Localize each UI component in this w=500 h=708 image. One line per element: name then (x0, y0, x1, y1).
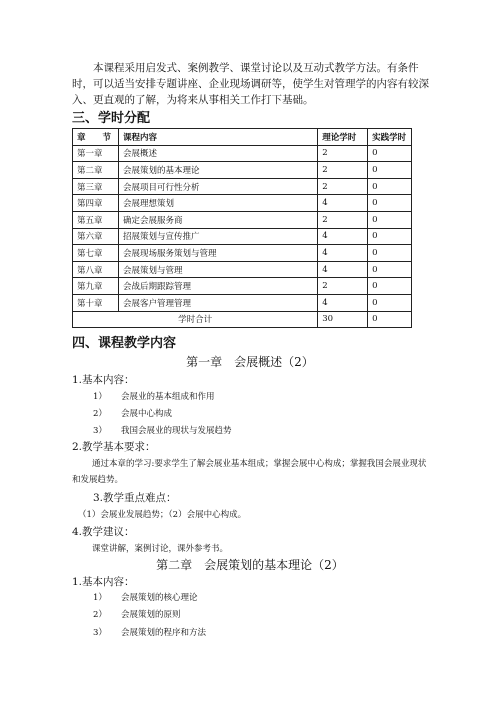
item-number: 2） (93, 610, 107, 620)
cell-chapter: 第七章 (73, 245, 119, 262)
table-row (73, 245, 412, 262)
cell-chapter: 第四章 (73, 195, 119, 212)
cell-practice: 0 (368, 228, 412, 245)
table-row (73, 261, 412, 278)
cell-practice: 0 (368, 261, 412, 278)
cell-content: 确定会展服务商 (118, 211, 317, 228)
table-row (73, 162, 412, 179)
cell-practice: 0 (368, 195, 412, 212)
cell-theory: 4 (318, 261, 368, 278)
ch2-basic-label: 1.基本内容： (72, 576, 135, 588)
item-number: 3） (93, 628, 107, 638)
cell-practice: 0 (368, 145, 412, 162)
cell-practice: 0 (368, 162, 412, 179)
cell-chapter: 第五章 (73, 211, 119, 228)
chapter-2-title: 第二章 会展策划的基本理论（2） (156, 558, 344, 572)
cell-content: 会展项目可行性分析 (118, 178, 317, 195)
cell-theory: 4 (318, 294, 368, 311)
cell-theory: 2 (318, 278, 368, 295)
header-theory-hours: 理论学时 (318, 129, 368, 146)
item-text: 我国会展业的现状与发展趋势 (121, 426, 232, 436)
cell-content: 会战后期跟踪管理 (118, 278, 317, 295)
header-practice-hours: 实践学时 (368, 129, 412, 146)
cell-practice: 0 (368, 178, 412, 195)
table-row (73, 294, 412, 311)
total-label: 学时合计 (73, 311, 318, 328)
table-row (73, 211, 412, 228)
total-practice: 0 (368, 311, 412, 328)
hours-table (72, 128, 412, 328)
table-header-row (73, 129, 412, 146)
cell-practice: 0 (368, 294, 412, 311)
cell-theory: 4 (318, 228, 368, 245)
table-row (73, 195, 412, 212)
cell-theory: 4 (318, 245, 368, 262)
cell-theory: 2 (318, 178, 368, 195)
item-number: 2） (93, 409, 107, 419)
list-item (93, 408, 172, 420)
ch1-basic-label: 1.基本内容： (72, 374, 135, 386)
list-item (93, 592, 198, 604)
cell-content: 会展策划与管理 (118, 261, 317, 278)
cell-content: 会展概述 (118, 145, 317, 162)
item-text: 会展策划的原则 (121, 610, 181, 620)
table-total-row (73, 311, 412, 328)
ch1-key-points-text: （1）会展业发展趋势；（2）会展中心构成。 (78, 510, 247, 520)
cell-theory: 2 (318, 211, 368, 228)
list-item (93, 627, 206, 639)
item-number: 3） (93, 426, 107, 436)
cell-practice: 0 (368, 211, 412, 228)
item-text: 会展业的基本组成和作用 (121, 392, 215, 402)
cell-chapter: 第一章 (73, 145, 119, 162)
item-text: 会展策划的核心理论 (121, 593, 198, 603)
table-row (73, 228, 412, 245)
item-number: 1） (93, 392, 107, 402)
cell-chapter: 第二章 (73, 162, 119, 179)
ch1-advice-text: 课堂讲解，案例讨论，课外参考书。 (92, 544, 229, 554)
cell-content: 会展策划的基本理论 (118, 162, 317, 179)
cell-chapter: 第八章 (73, 261, 119, 278)
cell-content: 招展策划与宣传推广 (118, 228, 317, 245)
cell-chapter: 第三章 (73, 178, 119, 195)
table-row (73, 145, 412, 162)
ch1-requirements-text: 通过本章的学习:要求学生了解会展业基本组成；掌握会展中心构成；掌握我国会展业现状和发展趋势。 (72, 459, 427, 485)
header-chapter: 章 节 (73, 129, 119, 146)
total-theory: 30 (318, 311, 368, 328)
cell-chapter: 第六章 (73, 228, 119, 245)
list-item (93, 391, 215, 403)
cell-chapter: 第九章 (73, 278, 119, 295)
item-number: 1） (93, 593, 107, 603)
ch1-key-points-label: 3.教学重点难点： (93, 492, 177, 504)
cell-practice: 0 (368, 245, 412, 262)
ch1-advice-label: 4.教学建议： (72, 526, 135, 538)
section-3-title: 三、学时分配 (72, 111, 151, 126)
cell-content: 会展理想策划 (118, 195, 317, 212)
ch1-requirements-label: 2.教学基本要求： (72, 441, 156, 453)
section-4-title: 四、课程教学内容 (72, 336, 177, 351)
item-text: 会展策划的程序和方法 (121, 628, 207, 638)
cell-content: 会展现场服务策划与管理 (118, 245, 317, 262)
list-item (93, 609, 181, 621)
intro-paragraph: 本课程采用启发式、案例教学、课堂讨论以及互动式教学方法。有条件时，可以适当安排专题讲座、企业现场调研等，使学生对管理学的内容有较深入、更直观的了解，为将来从事相关工作打下基础。 (72, 62, 429, 106)
list-item (93, 425, 232, 437)
header-content: 课程内容 (118, 129, 317, 146)
cell-theory: 2 (318, 162, 368, 179)
cell-chapter: 第十章 (73, 294, 119, 311)
table-row (73, 178, 412, 195)
cell-theory: 4 (318, 195, 368, 212)
table-row (73, 278, 412, 295)
cell-practice: 0 (368, 278, 412, 295)
item-text: 会展中心构成 (121, 409, 173, 419)
cell-theory: 2 (318, 145, 368, 162)
cell-content: 会展客户管理管理 (118, 294, 317, 311)
chapter-1-title: 第一章 会展概述（2） (186, 355, 314, 369)
